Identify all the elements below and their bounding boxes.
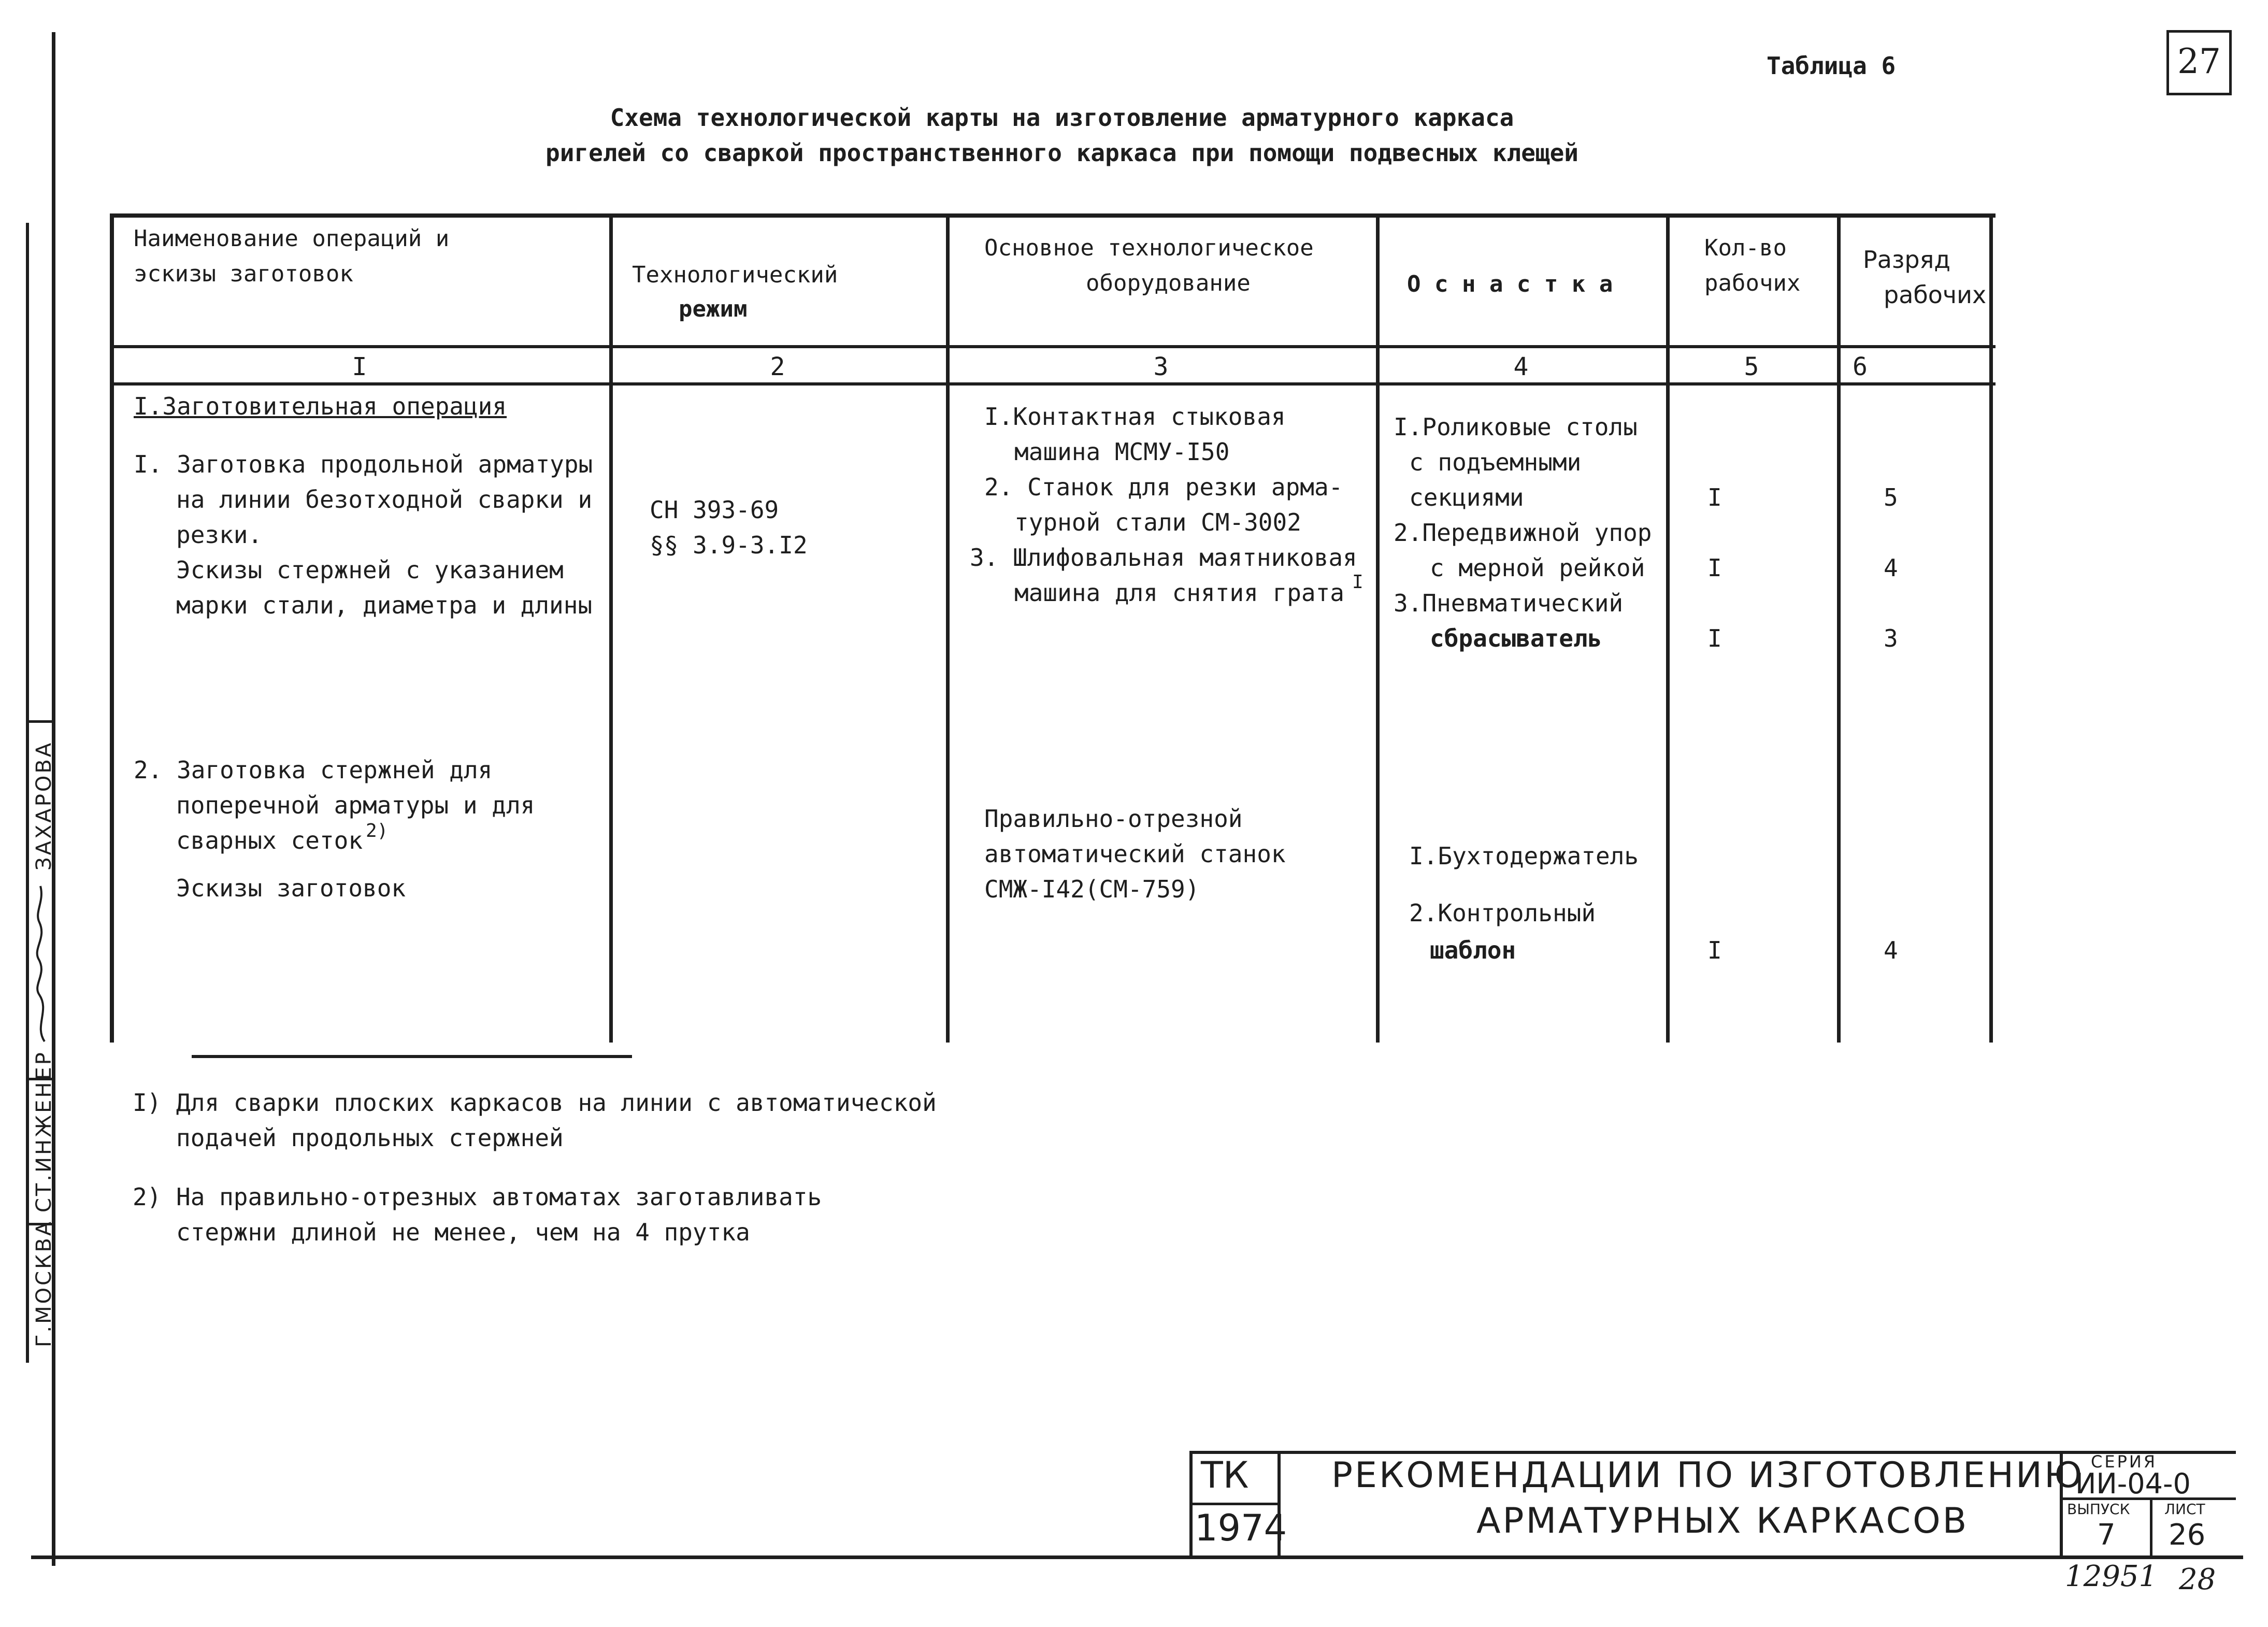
header-equipment-line2: оборудование [1086, 270, 1251, 296]
side-stamp-role: СТ.ИНЖЕНЕР [32, 1050, 56, 1212]
header-tooling: О с н а с т к а [1407, 271, 1613, 297]
header-operations-line2: эскизы заготовок [134, 261, 353, 287]
op1-tooling-line: сбрасыватель [1430, 624, 1602, 652]
op1-tooling-line: с мерной рейкой [1430, 554, 1645, 582]
op1-tooling-line: с подъемными [1409, 448, 1582, 476]
header-operations-line1: Наименование операций и [134, 225, 450, 252]
op1-regime-line: §§ 3.9-3.I2 [650, 531, 808, 559]
document-title-line1: Схема технологической карты на изготовление арматурного каркаса [610, 104, 1514, 132]
op2-name-line: поперечной арматуры и для [176, 791, 535, 819]
op1-equipment-line: машина для снятия грата [1014, 579, 1344, 607]
col-rule-5 [1837, 213, 1841, 1043]
footnote-2-line: стержни длиной не менее, чем на 4 прутка [176, 1218, 750, 1246]
op1-workers: I [1707, 483, 1722, 511]
op1-workers: I [1707, 624, 1722, 652]
op2-equipment-line: автоматический станок [984, 840, 1286, 868]
header-workers-line1: Кол-во [1704, 235, 1787, 261]
op2-sketch-label: Эскизы заготовок [176, 874, 406, 902]
op2-tooling-line: I.Бухтодержатель [1409, 842, 1639, 870]
op2-grade: 4 [1884, 936, 1898, 964]
col-rule-3 [1376, 213, 1380, 1043]
op1-tooling-line: секциями [1409, 483, 1524, 511]
op2-workers: I [1707, 936, 1722, 964]
op2-name-footnote-marker: 2) [366, 820, 389, 841]
side-stamp-surname: ЗАХАРОВА [32, 740, 56, 870]
op2-name-line: 2. Заготовка стержней для [134, 756, 493, 784]
op2-equipment-line: СМЖ-I42(СМ-759) [984, 875, 1200, 903]
op1-grade: 3 [1884, 624, 1898, 652]
op1-equipment-footnote-marker: I [1352, 572, 1363, 593]
series-value: ИИ-04-0 [2075, 1467, 2191, 1500]
footnote-separator [192, 1055, 632, 1058]
col-rule-2 [946, 213, 950, 1043]
title-block-title-line1: РЕКОМЕНДАЦИИ ПО ИЗГОТОВЛЕНИЮ [1331, 1455, 2085, 1496]
side-stamp-divider [26, 720, 54, 723]
colnum-5: 5 [1744, 352, 1759, 381]
colnum-2: 2 [770, 352, 785, 381]
sheet-label: ЛИСТ [2164, 1501, 2205, 1518]
colnum-4: 4 [1513, 352, 1529, 381]
document-title-line2: ригелей со сваркой пространственного каркаса при помощи подвесных клещей [546, 139, 1578, 167]
header-bottom-rule [110, 345, 1996, 348]
handwritten-inventory-number: 12951 [2065, 1560, 2158, 1593]
op2-tooling-line: 2.Контрольный [1409, 899, 1596, 927]
op1-equipment-line: 3. Шлифовальная маятниковая [970, 544, 1357, 572]
title-block-title-line2: АРМАТУРНЫХ КАРКАСОВ [1476, 1501, 1969, 1542]
title-block-rule [1189, 1503, 1281, 1505]
colnum-6: 6 [1853, 352, 1868, 381]
col-rule-6 [1989, 213, 1993, 1043]
op1-tooling-line: I.Роликовые столы [1394, 413, 1638, 441]
table-top-rule [110, 213, 1996, 218]
signature-mark [29, 881, 53, 1047]
colnum-1: I [352, 352, 367, 381]
footnote-1-marker: I) [133, 1089, 162, 1117]
issue-label: ВЫПУСК [2067, 1501, 2130, 1518]
issue-value: 7 [2097, 1518, 2116, 1552]
op1-grade: 5 [1884, 483, 1898, 511]
op2-tooling-line: шаблон [1430, 936, 1516, 964]
op1-workers: I [1707, 554, 1722, 582]
side-stamp-city: Г.МОСКВА [32, 1219, 56, 1347]
header-equipment-line1: Основное технологическое [984, 235, 1314, 261]
op1-name-line: Эскизы стержней с указанием [176, 556, 564, 584]
op1-grade: 4 [1884, 554, 1898, 582]
col-rule-1 [609, 213, 613, 1043]
col-rule-4 [1666, 213, 1670, 1043]
header-grade-line2: рабочих [1884, 281, 1987, 309]
footnote-2-marker: 2) [133, 1183, 162, 1211]
op2-equipment-line: Правильно-отрезной [984, 805, 1243, 833]
title-block-year: 1974 [1195, 1507, 1287, 1549]
side-stamp-rule [26, 223, 29, 1363]
op1-name-line: марки стали, диаметра и длины [176, 591, 593, 619]
footnote-1-line: Для сварки плоских каркасов на линии с автоматической [176, 1089, 937, 1117]
title-block-code: ТК [1201, 1454, 1249, 1496]
section-title: I.Заготовительная операция [134, 392, 507, 420]
footnote-2-line: На правильно-отрезных автоматах заготавливать [176, 1183, 822, 1211]
colnum-bottom-rule [110, 382, 1996, 386]
op1-equipment-line: машина МСМУ-I50 [1014, 438, 1230, 466]
col-rule-0 [110, 213, 114, 1043]
handwritten-page-number: 28 [2179, 1563, 2216, 1596]
op1-name-line: на линии безотходной сварки и [176, 486, 593, 513]
header-regime-line1: Технологический [632, 262, 838, 288]
op1-equipment-line: 2. Станок для резки арма- [984, 473, 1343, 501]
colnum-3: 3 [1153, 352, 1169, 381]
page-frame-bottom [31, 1555, 2243, 1559]
op1-equipment-line: турной стали СМ-3002 [1014, 508, 1301, 536]
op1-equipment-line: I.Контактная стыковая [984, 403, 1286, 431]
header-regime-line2: режим [679, 296, 748, 322]
op1-tooling-line: 3.Пневматический [1394, 589, 1624, 617]
page-number: 27 [2166, 30, 2232, 95]
header-workers-line2: рабочих [1704, 270, 1801, 296]
op1-tooling-line: 2.Передвижной упор [1394, 519, 1652, 547]
title-block-rule [1189, 1451, 2236, 1454]
footnote-1-line: подачей продольных стержней [176, 1124, 564, 1152]
table-label: Таблица 6 [1767, 52, 1896, 80]
header-grade-line1: Разряд [1863, 246, 1951, 274]
op1-name-line: резки. [176, 521, 263, 549]
op1-regime-line: СН 393-69 [650, 496, 779, 524]
op1-name-line: I. Заготовка продольной арматуры [134, 450, 593, 478]
title-block-rule [2150, 1497, 2152, 1558]
series-label: СЕРИЯ [2091, 1452, 2158, 1472]
op2-name-line: сварных сеток [176, 826, 363, 854]
sheet-value: 26 [2169, 1518, 2206, 1552]
